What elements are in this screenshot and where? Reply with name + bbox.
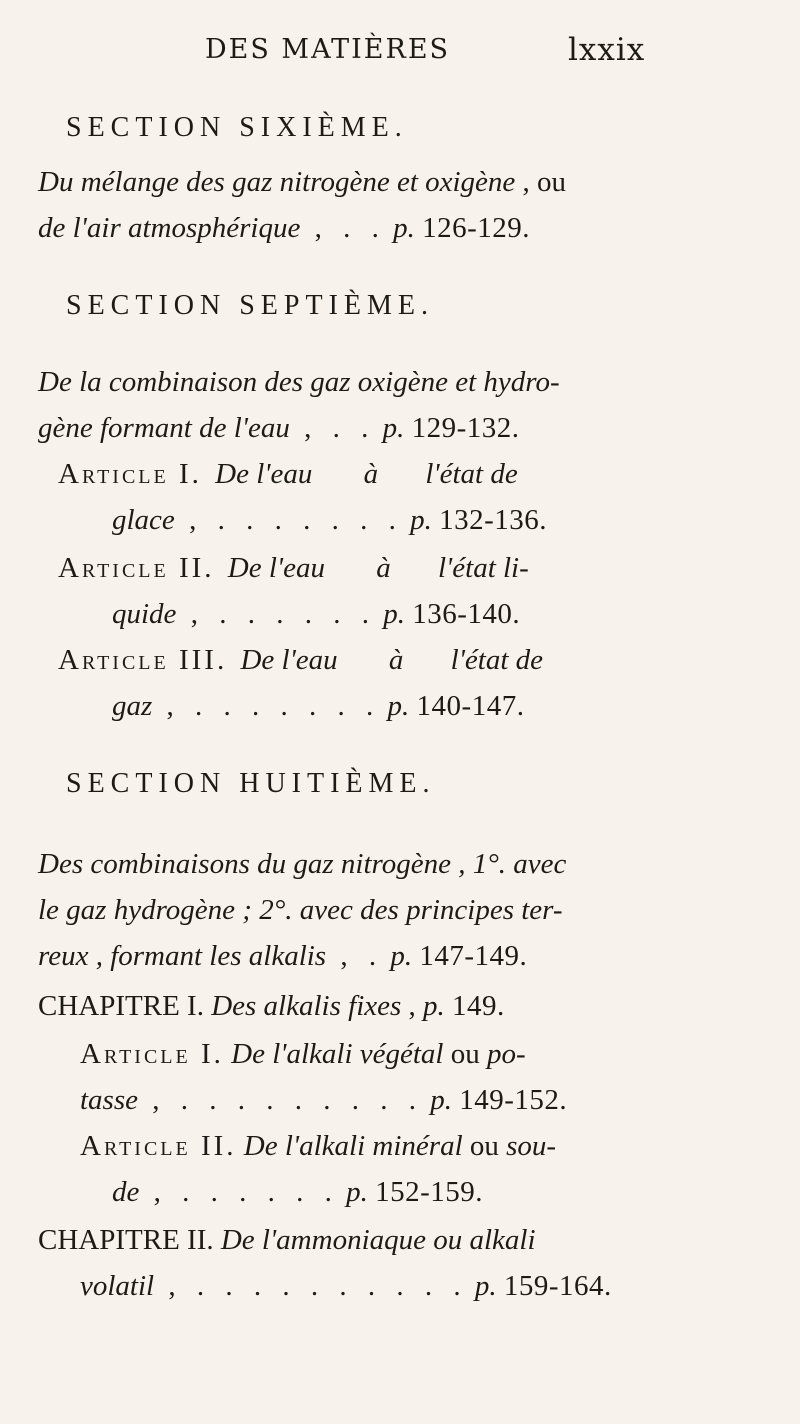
leader-dots: , . . . . . . . . . . — [154, 1270, 468, 1302]
article-title: De l'alkali végétal — [231, 1038, 444, 1070]
toc-article-line — [80, 1038, 800, 1071]
page-range: 140-147. — [416, 690, 525, 722]
page-abbrev: p. — [474, 1270, 497, 1302]
toc-entry-line — [38, 166, 768, 199]
toc-article-line — [112, 690, 800, 723]
toc-entry-line — [38, 412, 768, 445]
toc-entry-line — [38, 848, 768, 881]
entry-title: Des combinaisons du gaz nitrogène , 1°. avec — [38, 848, 567, 880]
page-abbrev: p. — [423, 990, 445, 1022]
section-title-huitieme: SECTION HUITIÈME. — [66, 768, 436, 799]
article-title: glace — [112, 504, 175, 536]
toc-article-line — [112, 598, 800, 631]
entry-title: reux , formant les alkalis — [38, 940, 327, 972]
toc-article-line — [80, 1084, 800, 1117]
leader-dots: , . . . . . . — [176, 598, 376, 630]
article-title: l'état li- — [438, 552, 529, 584]
article-label: Article II. — [58, 552, 215, 584]
chapter-label: CHAPITRE II. — [38, 1224, 214, 1256]
page-abbrev: p. — [393, 212, 415, 244]
article-label: Article III. — [58, 644, 228, 676]
page-abbrev: p. — [390, 940, 413, 972]
page-abbrev: p. — [387, 690, 410, 722]
page-range: 149. — [452, 990, 505, 1022]
chapter-title: De l'ammoniaque ou alkali — [220, 1224, 536, 1256]
toc-chapter-line — [38, 990, 768, 1023]
article-title: à — [363, 458, 379, 490]
entry-text: , — [401, 990, 424, 1022]
page-abbrev: p. — [410, 504, 432, 536]
toc-article-line — [112, 504, 800, 537]
page-range: 152-159. — [375, 1176, 484, 1208]
leader-dots: , . . . . . . . — [152, 690, 381, 722]
page-range: 149-152. — [459, 1084, 568, 1116]
toc-article-line — [58, 458, 788, 491]
entry-title: de l'air atmosphérique — [38, 212, 301, 244]
page-range: 126-129. — [422, 212, 531, 244]
toc-article-line — [112, 1176, 800, 1209]
running-title: DES MATIÈRES — [205, 34, 451, 65]
section-title-septieme: SECTION SEPTIÈME. — [66, 290, 434, 321]
entry-title: le gaz hydrogène ; 2°. avec des principes ter- — [38, 894, 563, 926]
article-title: tasse — [80, 1084, 138, 1116]
toc-entry-line — [38, 894, 768, 927]
article-title: de — [112, 1176, 140, 1208]
article-label: Article II. — [80, 1130, 237, 1162]
page-header — [0, 34, 800, 74]
article-title: l'état de — [425, 458, 518, 490]
page-range: 132-136. — [439, 504, 547, 536]
toc-chapter-line — [38, 1224, 768, 1257]
entry-text: ou — [462, 1130, 507, 1162]
toc-article-line — [80, 1130, 800, 1163]
article-title: sou- — [506, 1130, 557, 1162]
leader-dots: , . — [326, 940, 384, 972]
page-range: 159-164. — [503, 1270, 612, 1302]
page-number: lxxix — [568, 32, 646, 68]
page-range: 129-132. — [411, 412, 520, 444]
article-title: quide — [112, 598, 177, 630]
leader-dots: , . . . . . . . . . — [138, 1084, 423, 1116]
entry-title: De la combinaison des gaz oxigène et hydro- — [38, 366, 560, 398]
toc-entry-line — [38, 366, 768, 399]
article-title: à — [376, 552, 391, 584]
article-label: Article I. — [58, 458, 202, 490]
page-abbrev: p. — [382, 412, 405, 444]
toc-article-line — [58, 644, 788, 677]
article-title: De l'eau — [215, 458, 313, 490]
page-range: 136-140. — [412, 598, 521, 630]
entry-text: ou — [443, 1038, 487, 1070]
leader-dots: , . . . . . . — [139, 1176, 339, 1208]
chapter-title: volatil — [80, 1270, 155, 1302]
page-abbrev: p. — [383, 598, 405, 630]
leader-dots: , . . . . . . . — [174, 504, 403, 536]
page-abbrev: p. — [346, 1176, 368, 1208]
article-title: De l'eau — [240, 644, 338, 676]
section-title-sixieme: SECTION SIXIÈME. — [66, 112, 408, 143]
chapter-title: Des alkalis fixes — [211, 990, 402, 1022]
page-range: 147-149. — [419, 940, 528, 972]
leader-dots: , . . — [289, 412, 376, 444]
entry-title: Du mélange des gaz nitrogène et oxigène — [38, 166, 516, 198]
entry-text: , ou — [515, 166, 567, 198]
toc-chapter-line — [80, 1270, 800, 1303]
chapter-label: CHAPITRE I. — [38, 990, 204, 1022]
article-title: l'état de — [450, 644, 544, 676]
toc-entry-line — [38, 212, 768, 245]
entry-title: gène formant de l'eau — [38, 412, 290, 444]
toc-article-line — [58, 552, 788, 585]
article-title: gaz — [112, 690, 153, 722]
article-title: à — [388, 644, 404, 676]
article-label: Article I. — [80, 1038, 224, 1070]
toc-entry-line — [38, 940, 768, 973]
article-title: De l'eau — [227, 552, 325, 584]
leader-dots: , . . — [300, 212, 386, 244]
page-abbrev: p. — [430, 1084, 452, 1116]
article-title: De l'alkali minéral — [243, 1130, 463, 1162]
article-title: po- — [487, 1038, 526, 1070]
